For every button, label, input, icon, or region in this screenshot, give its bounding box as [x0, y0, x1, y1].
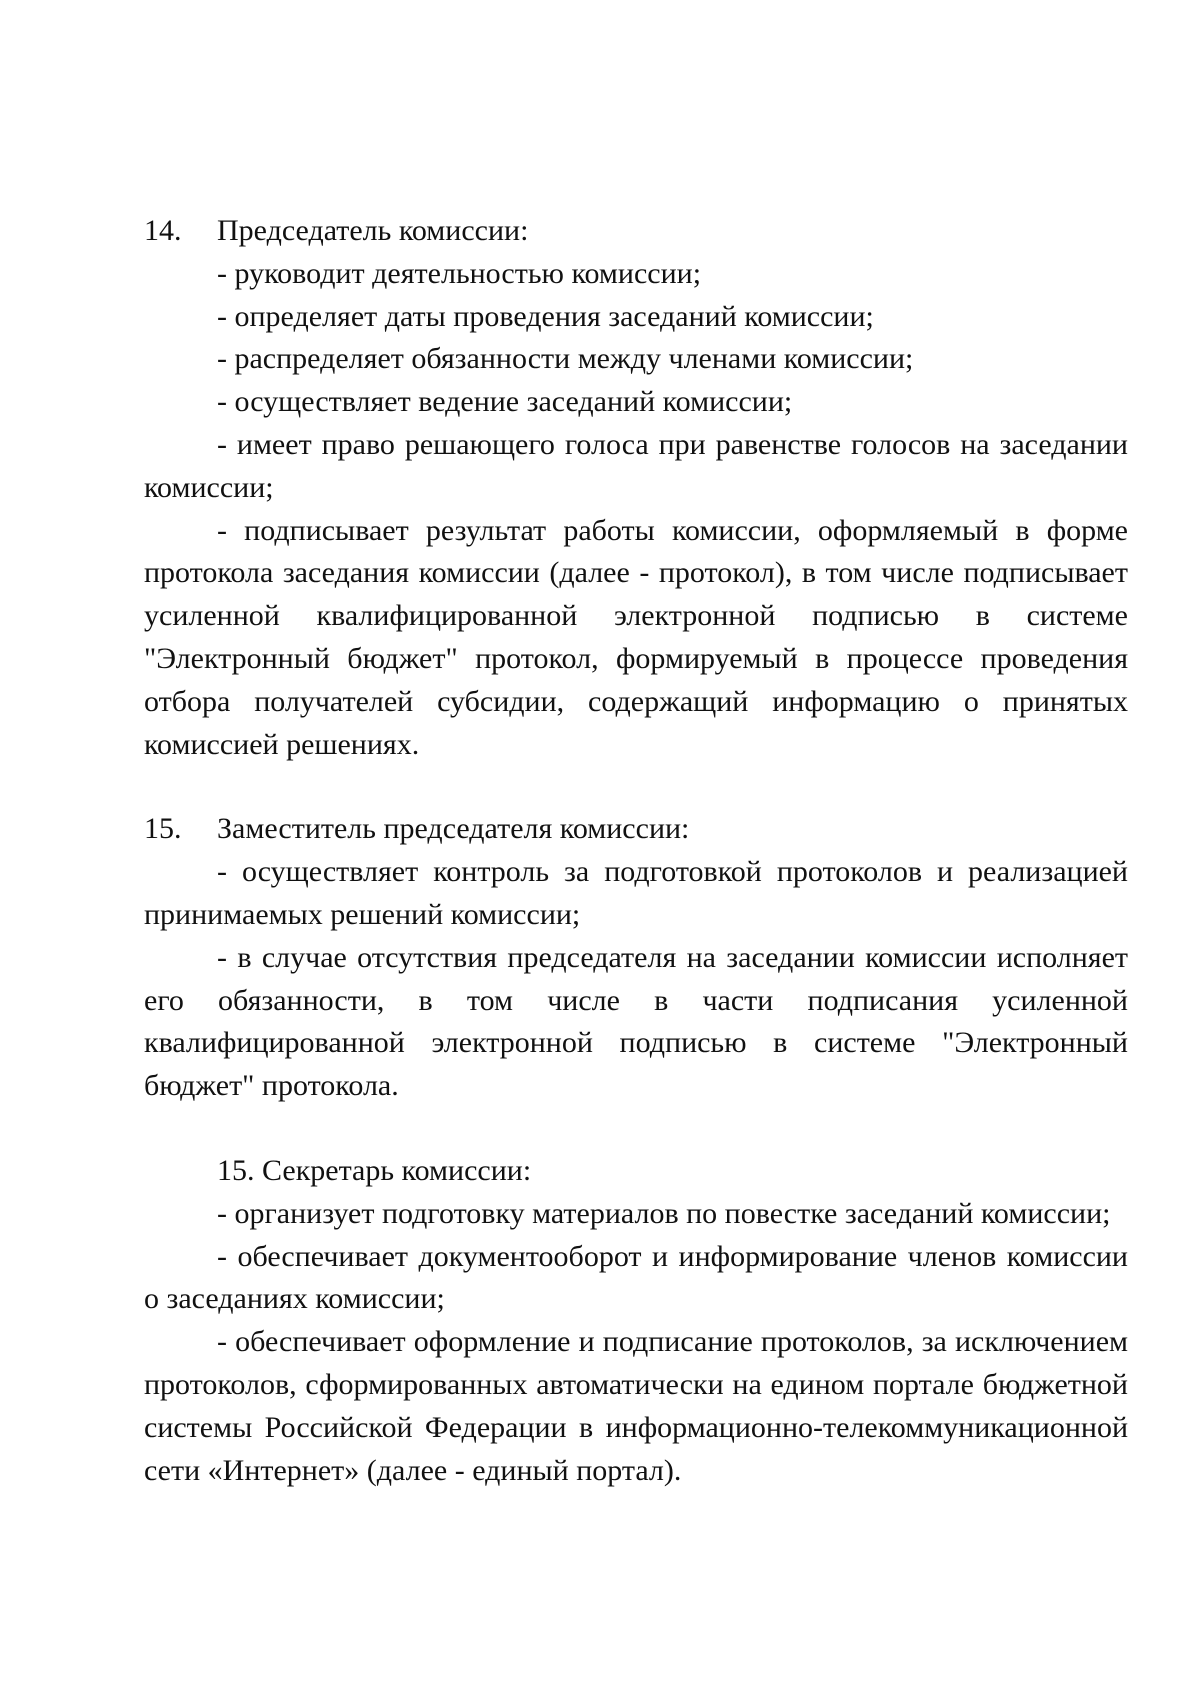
- list-item: - распределяет обязанности между членами комиссии;: [217, 342, 914, 376]
- section-chairman: [144, 210, 1128, 766]
- section-title: 15. Секретарь комиссии:: [217, 1153, 532, 1187]
- list-item: - осуществляет контроль за подготовкой протоколов и реализацией принимаемых решений комиссии;: [144, 855, 1128, 931]
- section-secretary: [144, 1150, 1128, 1492]
- list-item: - определяет даты проведения заседаний комиссии;: [217, 299, 874, 333]
- section-heading: [144, 1150, 1128, 1193]
- list-item: - в случае отсутствия председателя на заседании комиссии исполняет его обязанности, в том числе в части подписания усиленной квалифицированной электронной подписью в системе "Электронный бюджет" протокола.: [144, 940, 1128, 1103]
- section-deputy-chairman: [144, 808, 1128, 1108]
- list-item: - руководит деятельностью комиссии;: [217, 256, 702, 290]
- section-heading: [144, 808, 1128, 851]
- section-heading: [144, 210, 1128, 253]
- list-item: - обеспечивает документооборот и информирование членов комиссии о заседаниях комиссии;: [144, 1239, 1128, 1316]
- section-number: 14.: [144, 214, 182, 247]
- list-item: - осуществляет ведение заседаний комиссии;: [217, 385, 793, 419]
- list-item: - обеспечивает оформление и подписание протоколов, за исключением протоколов, сформированных автоматически на едином портале бюджетной системы Российской Федерации в информационно-телекоммуникационной сети «Интернет» (далее - единый портал).: [144, 1325, 1128, 1487]
- list-item: - подписывает результат работы комиссии, оформляемый в форме протокола заседания комиссии (далее - протокол), в том числе подписывает усиленной квалифицированной электронной подписью в системе "Электронный бюджет" протокол, формируемый в процессе проведения отбора получателей субсидии, содержащий информацию о принятых комиссией решениях.: [144, 513, 1128, 761]
- section-number: 15.: [144, 812, 182, 846]
- section-title: Заместитель председателя комиссии:: [217, 812, 690, 846]
- list-item: - организует подготовку материалов по повестке заседаний комиссии;: [217, 1196, 1111, 1230]
- section-title: Председатель комиссии:: [217, 214, 529, 247]
- list-item: - имеет право решающего голоса при равенстве голосов на заседании комиссии;: [144, 427, 1128, 504]
- document-page: [144, 210, 1128, 1492]
